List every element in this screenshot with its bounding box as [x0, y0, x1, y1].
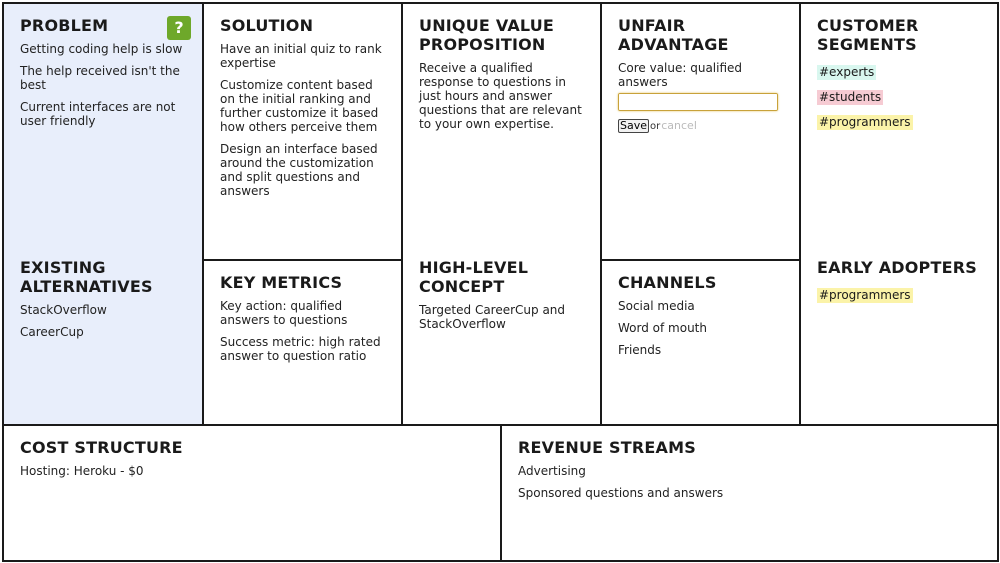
unfair-advantage-cell[interactable]	[600, 2, 801, 261]
help-icon[interactable]: ?	[167, 16, 191, 40]
segment-tag[interactable]: #students	[819, 90, 882, 104]
problem-title: PROBLEM	[20, 16, 109, 35]
channels-cell[interactable]	[600, 259, 801, 426]
high-level-concept-section[interactable]	[419, 258, 588, 339]
key-metric-item[interactable]: Success metric: high rated answer to question ratio	[220, 335, 381, 363]
problem-item[interactable]: Current interfaces are not user friendly	[20, 100, 176, 128]
channel-item[interactable]: Social media	[618, 299, 695, 313]
existing-alternative-item[interactable]: CareerCup	[20, 325, 84, 339]
existing-alternative-item[interactable]: StackOverflow	[20, 303, 107, 317]
early-adopters-title: EARLY ADOPTERS	[817, 258, 977, 277]
problem-cell[interactable]	[2, 2, 204, 426]
solution-item[interactable]: Customize content based on the initial ranking and further customize it based how others perceive them	[220, 78, 379, 134]
customer-segments-title: CUSTOMER SEGMENTS	[817, 16, 919, 54]
high-level-concept-title: HIGH-LEVEL CONCEPT	[419, 258, 529, 296]
cancel-link[interactable]: cancel	[661, 119, 697, 132]
cost-item[interactable]: Hosting: Heroku - $0	[20, 464, 144, 478]
channel-item[interactable]: Friends	[618, 343, 662, 357]
revenue-streams-title: REVENUE STREAMS	[518, 438, 696, 457]
problem-item[interactable]: The help received isn't the best	[20, 64, 180, 92]
channels-title: CHANNELS	[618, 273, 717, 292]
solution-item[interactable]: Have an initial quiz to rank expertise	[220, 42, 382, 70]
solution-title: SOLUTION	[220, 16, 314, 35]
segment-tag[interactable]: #experts	[819, 65, 875, 79]
uvp-item[interactable]: Receive a qualified response to questions in just hours and answer questions that are relevant to your own expertise.	[419, 61, 582, 131]
key-metrics-cell[interactable]	[202, 259, 403, 426]
segment-tag[interactable]: #programmers	[819, 115, 911, 129]
unfair-advantage-title: UNFAIR ADVANTAGE	[618, 16, 729, 54]
edit-actions	[618, 119, 783, 134]
early-adopters-section[interactable]	[817, 258, 985, 309]
key-metrics-title: KEY METRICS	[220, 273, 343, 292]
cost-structure-title: COST STRUCTURE	[20, 438, 183, 457]
uvp-title: UNIQUE VALUE PROPOSITION	[419, 16, 555, 54]
revenue-item[interactable]: Sponsored questions and answers	[518, 486, 724, 500]
solution-cell[interactable]	[202, 2, 403, 261]
unfair-advantage-item[interactable]: Core value: qualified answers	[618, 61, 743, 89]
cost-structure-cell[interactable]	[2, 424, 502, 562]
channel-item[interactable]: Word of mouth	[618, 321, 707, 335]
save-button[interactable]: Save	[620, 119, 648, 132]
early-adopter-tag[interactable]: #programmers	[819, 288, 911, 302]
uvp-cell[interactable]	[401, 2, 602, 426]
existing-alternatives-section[interactable]	[20, 258, 191, 347]
key-metric-item[interactable]: Key action: qualified answers to questions	[220, 299, 348, 327]
unfair-advantage-edit-field[interactable]	[618, 93, 778, 111]
problem-item[interactable]: Getting coding help is slow	[20, 42, 183, 56]
high-level-concept-item[interactable]: Targeted CareerCup and StackOverflow	[419, 303, 566, 331]
revenue-item[interactable]: Advertising	[518, 464, 586, 478]
revenue-streams-cell[interactable]	[500, 424, 999, 562]
customer-segments-cell[interactable]	[799, 2, 999, 426]
solution-item[interactable]: Design an interface based around the customization and split questions and answers	[220, 142, 378, 198]
existing-alternatives-title: EXISTING ALTERNATIVES	[20, 258, 153, 296]
or-label: or	[650, 121, 661, 132]
